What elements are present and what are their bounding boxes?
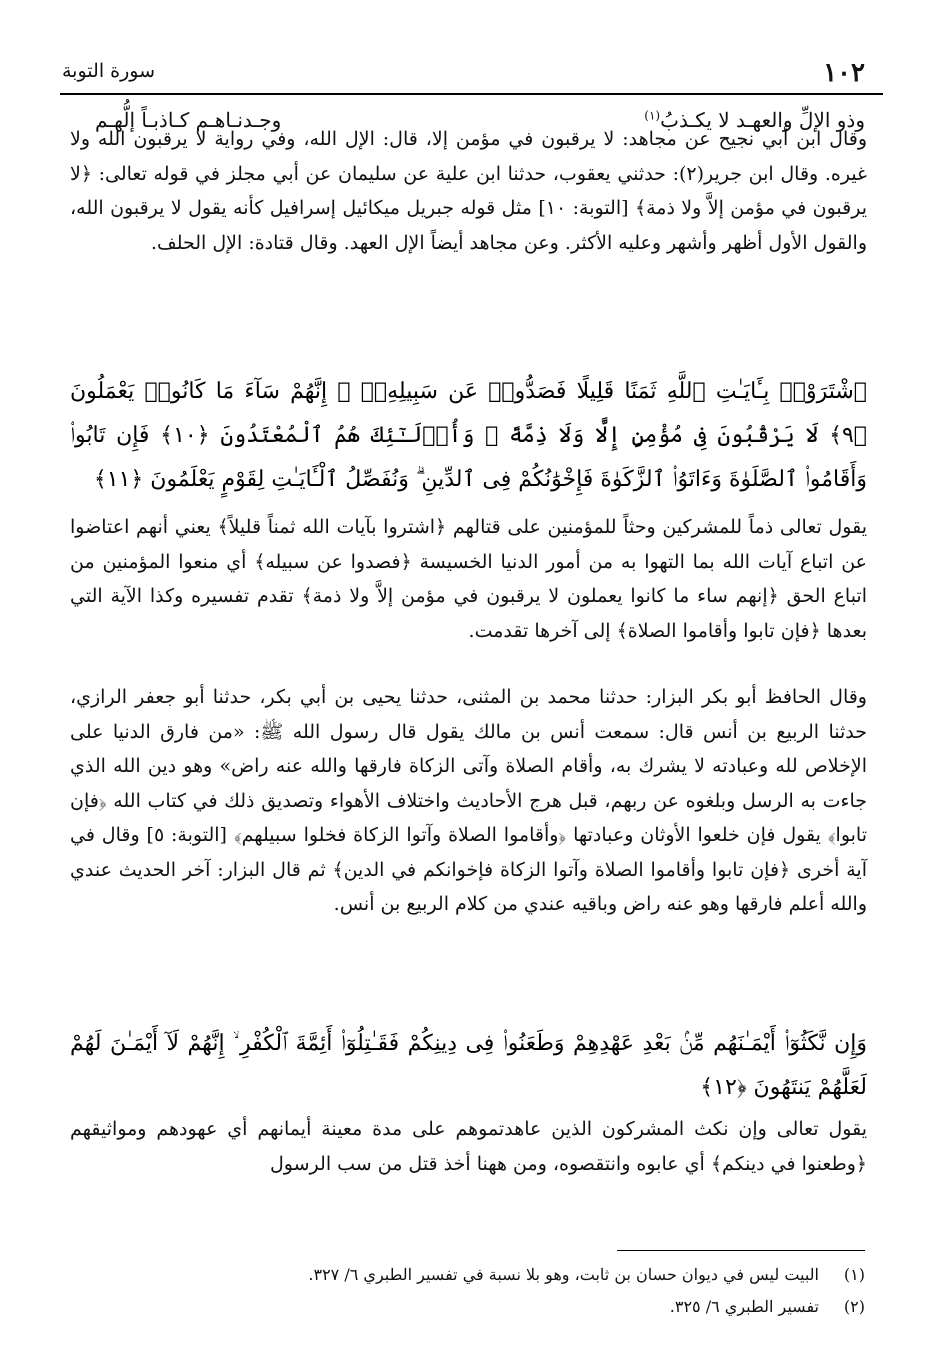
paragraph-1: وقال ابن أبي نجيح عن مجاهد: لا يرقبون في مؤمن إلا، قال: الإل الله، وفي رواية لا يرقبون الله ولا غيره. وقال ابن جرير(٢): حدثني يعقوب، حدثنا ابن علية عن سليمان عن أبي مجلز في قوله تعالى: ﴿لا يرقبون في مؤمن إلاَّ ولا ذمة﴾ [التوبة: ١٠] مثل قوله جبريل ميكائيل إسرافيل كأنه يقول لا يرقبون الله، والقول الأول أظهر وأشهر وعليه الأكثر. وعن مجاهد أيضاً الإل العهد. وقال قتادة: الإل الحلف. [70, 128, 867, 254]
footnote-2 [80, 1294, 865, 1320]
poem-hemistich-first: وجـدنـاهـم كـاذبـاً إلُّهـم [95, 108, 282, 132]
header-divider [60, 93, 883, 95]
paragraph-4: يقول تعالى وإن نكث المشركون الذين عاهدتموهم على مدة معينة أيمانهم أي عهودهم ومواثيقهم ﴿وطعنوا في دينكم﴾ أي عابوه وانتقصوه، ومن ههنا أخذ قتل من سب الرسول [70, 1118, 867, 1175]
paragraph-2: يقول تعالى ذماً للمشركين وحثاً للمؤمنين على قتالهم ﴿اشتروا بآيات الله ثمناً قليلاً﴾ يعني أنهم اعتاضوا عن اتباع آيات الله بما التهوا به من أمور الدنيا الخسيسة ﴿فصدوا عن سبيله﴾ أي منعوا المؤمنين من اتباع الحق ﴿إنهم ساء ما كانوا يعملون لا يرقبون في مؤمن إلاَّ ولا ذمة﴾ تقدم تفسيره وكذا الآية التي بعدها ﴿فإن تابوا وأقاموا الصلاة﴾ إلى آخرها تقدمت. [70, 516, 867, 642]
footnote-1 [80, 1262, 865, 1288]
poem-hemistich-second: وذو الإلِّ والعهـد لا يكـذبُ$^{(١)}$ [644, 108, 865, 132]
footnote-divider [617, 1250, 865, 1251]
page-number: ١٠٢ [823, 58, 865, 88]
footnote-text: تفسير الطبري ٦/ ٣٢٥. [669, 1297, 819, 1316]
footnote-text: البيت ليس في ديوان حسان بن ثابت، وهو بلا نسبة في تفسير الطبري ٦/ ٣٢٧. [308, 1265, 819, 1284]
paragraph-3: وقال الحافظ أبو بكر البزار: حدثنا محمد بن المثنى، حدثنا يحيى بن أبي بكر، حدثنا أبو جعفر الرازي، حدثنا الربيع بن أنس قال: سمعت أنس بن مالك يقول قال رسول الله ﷺ: «من فارق الدنيا على الإخلاص لله وعبادته لا يشرك به، وأقام الصلاة وآتى الزكاة فارقها والله عنه راض» وهو دين الله الذي جاءت به الرسل وبلغوه عن ربهم، قبل هرج الأحاديث واختلاف الأهواء وتصديق ذلك في كتاب الله ﴿فإن تابوا﴾ يقول فإن خلعوا الأوثان وعبادتها ﴿وأقاموا الصلاة وآتوا الزكاة فخلوا سبيلهم﴾ [التوبة: ٥] وقال في آية أخرى ﴿فإن تابوا وأقاموا الصلاة وآتوا الزكاة فإخوانكم في الدين﴾ ثم قال البزار: آخر الحديث عندي والله أعلم فارقها وهو عنه راض وباقيه عندي من كلام الربيع بن أنس. [70, 686, 868, 915]
footnote-number: (١) [843, 1265, 865, 1284]
quran-block-1: ٱشْتَرَوْا۟ بِـَٔايَـٰتِ ٱللَّهِ ثَمَنًا قَلِيلًا فَصَدُّوا۟ عَن سَبِيلِهِۦٓ ۚ إِنَّهُمْ سَآءَ مَا كَانُوا۟ يَعْمَلُونَ ﴿٩﴾ لَا يَرْقُبُونَ فِى مُؤْمِنٍ إِلًّا وَلَا ذِمَّةً ۚ وَأُو۟لَـٰٓئِكَ هُمُ ٱلْمُعْتَدُونَ ﴿١٠﴾ فَإِن تَابُوا۟ وَأَقَامُوا۟ ٱلصَّلَوٰةَ وَءَاتَوُا۟ ٱلزَّكَوٰةَ فَإِخْوَٰنُكُمْ فِى ٱلدِّينِ ۗ وَنُفَصِّلُ ٱلْـَٔايَـٰتِ لِقَوْمٍ يَعْلَمُونَ ﴿١١﴾ [70, 379, 867, 492]
footnote-number: (٢) [843, 1297, 865, 1316]
footnote-ref[interactable]: (١) [644, 108, 661, 123]
surah-title: سورة التوبة [62, 60, 155, 82]
quran-block-2: وَإِن نَّكَثُوٓا۟ أَيْمَـٰنَهُم مِّنۢ بَعْدِ عَهْدِهِمْ وَطَعَنُوا۟ فِى دِينِكُمْ فَقَـٰتِلُوٓا۟ أَئِمَّةَ ٱلْكُفْرِ ۙ إِنَّهُمْ لَآ أَيْمَـٰنَ لَهُمْ لَعَلَّهُمْ يَنتَهُونَ ﴿١٢﴾ [70, 1031, 867, 1100]
